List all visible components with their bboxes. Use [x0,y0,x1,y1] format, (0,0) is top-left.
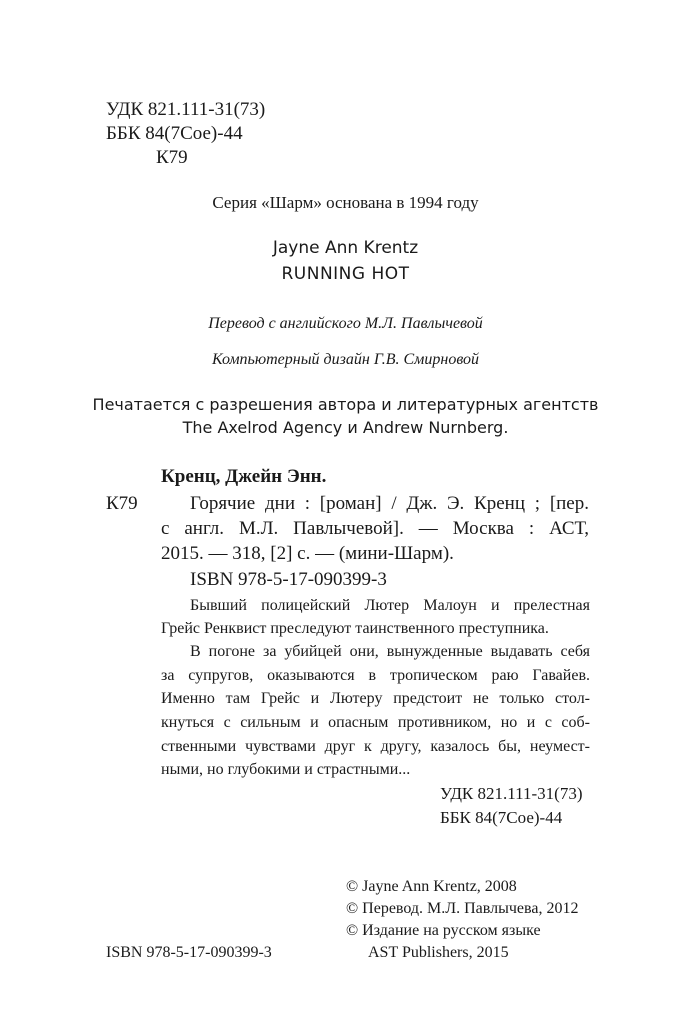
catalog-mark: К79 [106,493,138,514]
annotation-line: за супругов, оказываются в тропическом раю Гавайев. [161,667,590,684]
copyright-line: © Jayne Ann Krentz, 2008 [346,878,517,895]
permission-line-1: Печатается с разрешения автора и литературных агентств [92,395,599,414]
design-credit: Компьютерный дизайн Г.В. Смирновой [211,351,480,368]
original-title: RUNNING HOT [281,264,410,284]
annotation-line: Именно там Грейс и Лютеру предстоит не только стол- [161,690,590,707]
footer-udk: УДК 821.111-31(73) [440,784,583,803]
annotation-line: Грейс Ренквист преследуют таинственного преступника. [161,620,549,637]
catalog-line: с англ. М.Л. Павлычевой]. — Москва : АСТ, [161,518,589,539]
copyright-line: © Издание на русском языке [346,922,541,939]
annotation-line: ственными чувствами друг к другу, казалось бы, неумест- [161,738,590,755]
footer-bbk: ББК 84(7Сое)-44 [440,808,563,827]
bbk-code: ББК 84(7Сое)-44 [106,123,243,144]
copyright-line: AST Publishers, 2015 [368,944,509,961]
annotation-line: ными, но глубокими и страстными... [161,761,411,778]
original-author: Jayne Ann Krentz [272,238,419,258]
series-note: Серия «Шарм» основана в 1994 году [212,193,479,212]
udk-code: УДК 821.111-31(73) [106,99,266,120]
copyright-line: © Перевод. М.Л. Павлычева, 2012 [346,900,579,917]
annotation-line: Бывший полицейский Лютер Малоун и прелестная [190,597,590,614]
translation-credit: Перевод с английского М.Л. Павлычевой [208,315,483,332]
bottom-isbn: ISBN 978-5-17-090399-3 [106,944,272,961]
catalog-author-heading: Кренц, Джейн Энн. [161,466,327,487]
permission-line-2: The Axelrod Agency и Andrew Nurnberg. [182,418,509,437]
catalog-isbn: ISBN 978-5-17-090399-3 [190,569,387,590]
catalog-line: Горячие дни : [роман] / Дж. Э. Кренц ; [пер. [190,493,589,514]
annotation-line: кнуться с сильным и опасным противником, но и с соб- [161,714,590,731]
annotation-line: В погоне за убийцей они, вынужденные выдавать себя [190,643,590,660]
catalog-line: 2015. — 318, [2] с. — (мини-Шарм). [161,543,454,564]
author-mark: К79 [156,147,188,168]
